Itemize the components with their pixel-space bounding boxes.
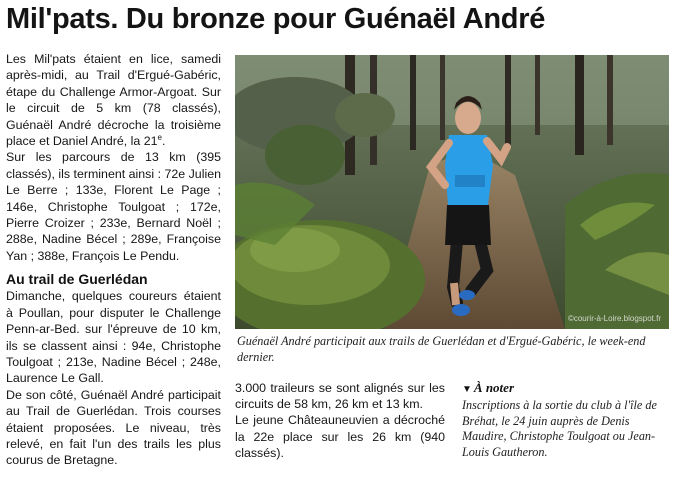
a-noter-title: ▼ À noter	[462, 380, 514, 395]
article-paragraph-1: Les Mil'pats étaient en lice, samedi après-midi, au Trail d'Ergué-Gabéric, étape du Challenge Armor-Argoat. Sur le circuit de 5 km (78 classés), Guénaël André décroche la troisième place et Daniel André, la 21e.	[6, 52, 221, 149]
runner-photo	[235, 55, 669, 329]
photo-credit: ©courir-à-Loire.blogspot.fr	[567, 314, 661, 323]
article-paragraph-3: Dimanche, quelques coureurs étaient à Poullan, pour disputer le Challenge Penn-ar-Bed. sur l'épreuve de 10 km, ils se classent ainsi : 94e, Christophe Toulgoat ; 213e, Nadine Bécel ; 248e, Laurence Le Gall.	[6, 289, 221, 386]
a-noter-box	[462, 380, 672, 460]
article-paragraph-2: Sur les parcours de 13 km (395 classés), ils terminent ainsi : 72e Julien Le Berre ; 133e, Florent Le Page ; 146e, Christophe Toulgoat ; 172e, Pierre Croizer ; 233e, Bernard Noël ; 288e, Nadine Bécel ; 289e, Françoise Yan ; 388e, François Le Pendu.	[6, 150, 221, 263]
article-subhead: Au trail de Guerlédan	[6, 271, 148, 288]
article-paragraph-5: 3.000 traileurs se sont alignés sur les circuits de 58 km, 26 km et 13 km.	[235, 381, 445, 412]
photo-caption: Guénaël André participait aux trails de Guerlédan et d'Ergué-Gabéric, le week-end dernier.	[237, 334, 646, 364]
article-paragraph-4: De son côté, Guénaël André participait au Trail de Guerlédan. Trois courses étaient proposées. Le niveau, très relevé, en fait l'un des trails les plus courus de Bretagne.	[6, 387, 221, 468]
article-column-left	[6, 51, 221, 469]
article-paragraph-6: Le jeune Châteauneuvien a décroché la 22e place sur les 26 km (940 classés).	[235, 413, 445, 460]
runner-photo-illustration	[235, 55, 669, 329]
triangle-down-icon: ▼	[462, 384, 472, 395]
a-noter-body: Inscriptions à la sortie du club à l'île de Bréhat, le 24 juin auprès de Denis Maudire, Christophe Toulgoat ou Jean-Louis Gautheron.	[462, 398, 657, 459]
article-column-middle	[235, 380, 445, 461]
article-headline: Mil'pats. Du bronze pour Guénaël André	[6, 3, 546, 35]
